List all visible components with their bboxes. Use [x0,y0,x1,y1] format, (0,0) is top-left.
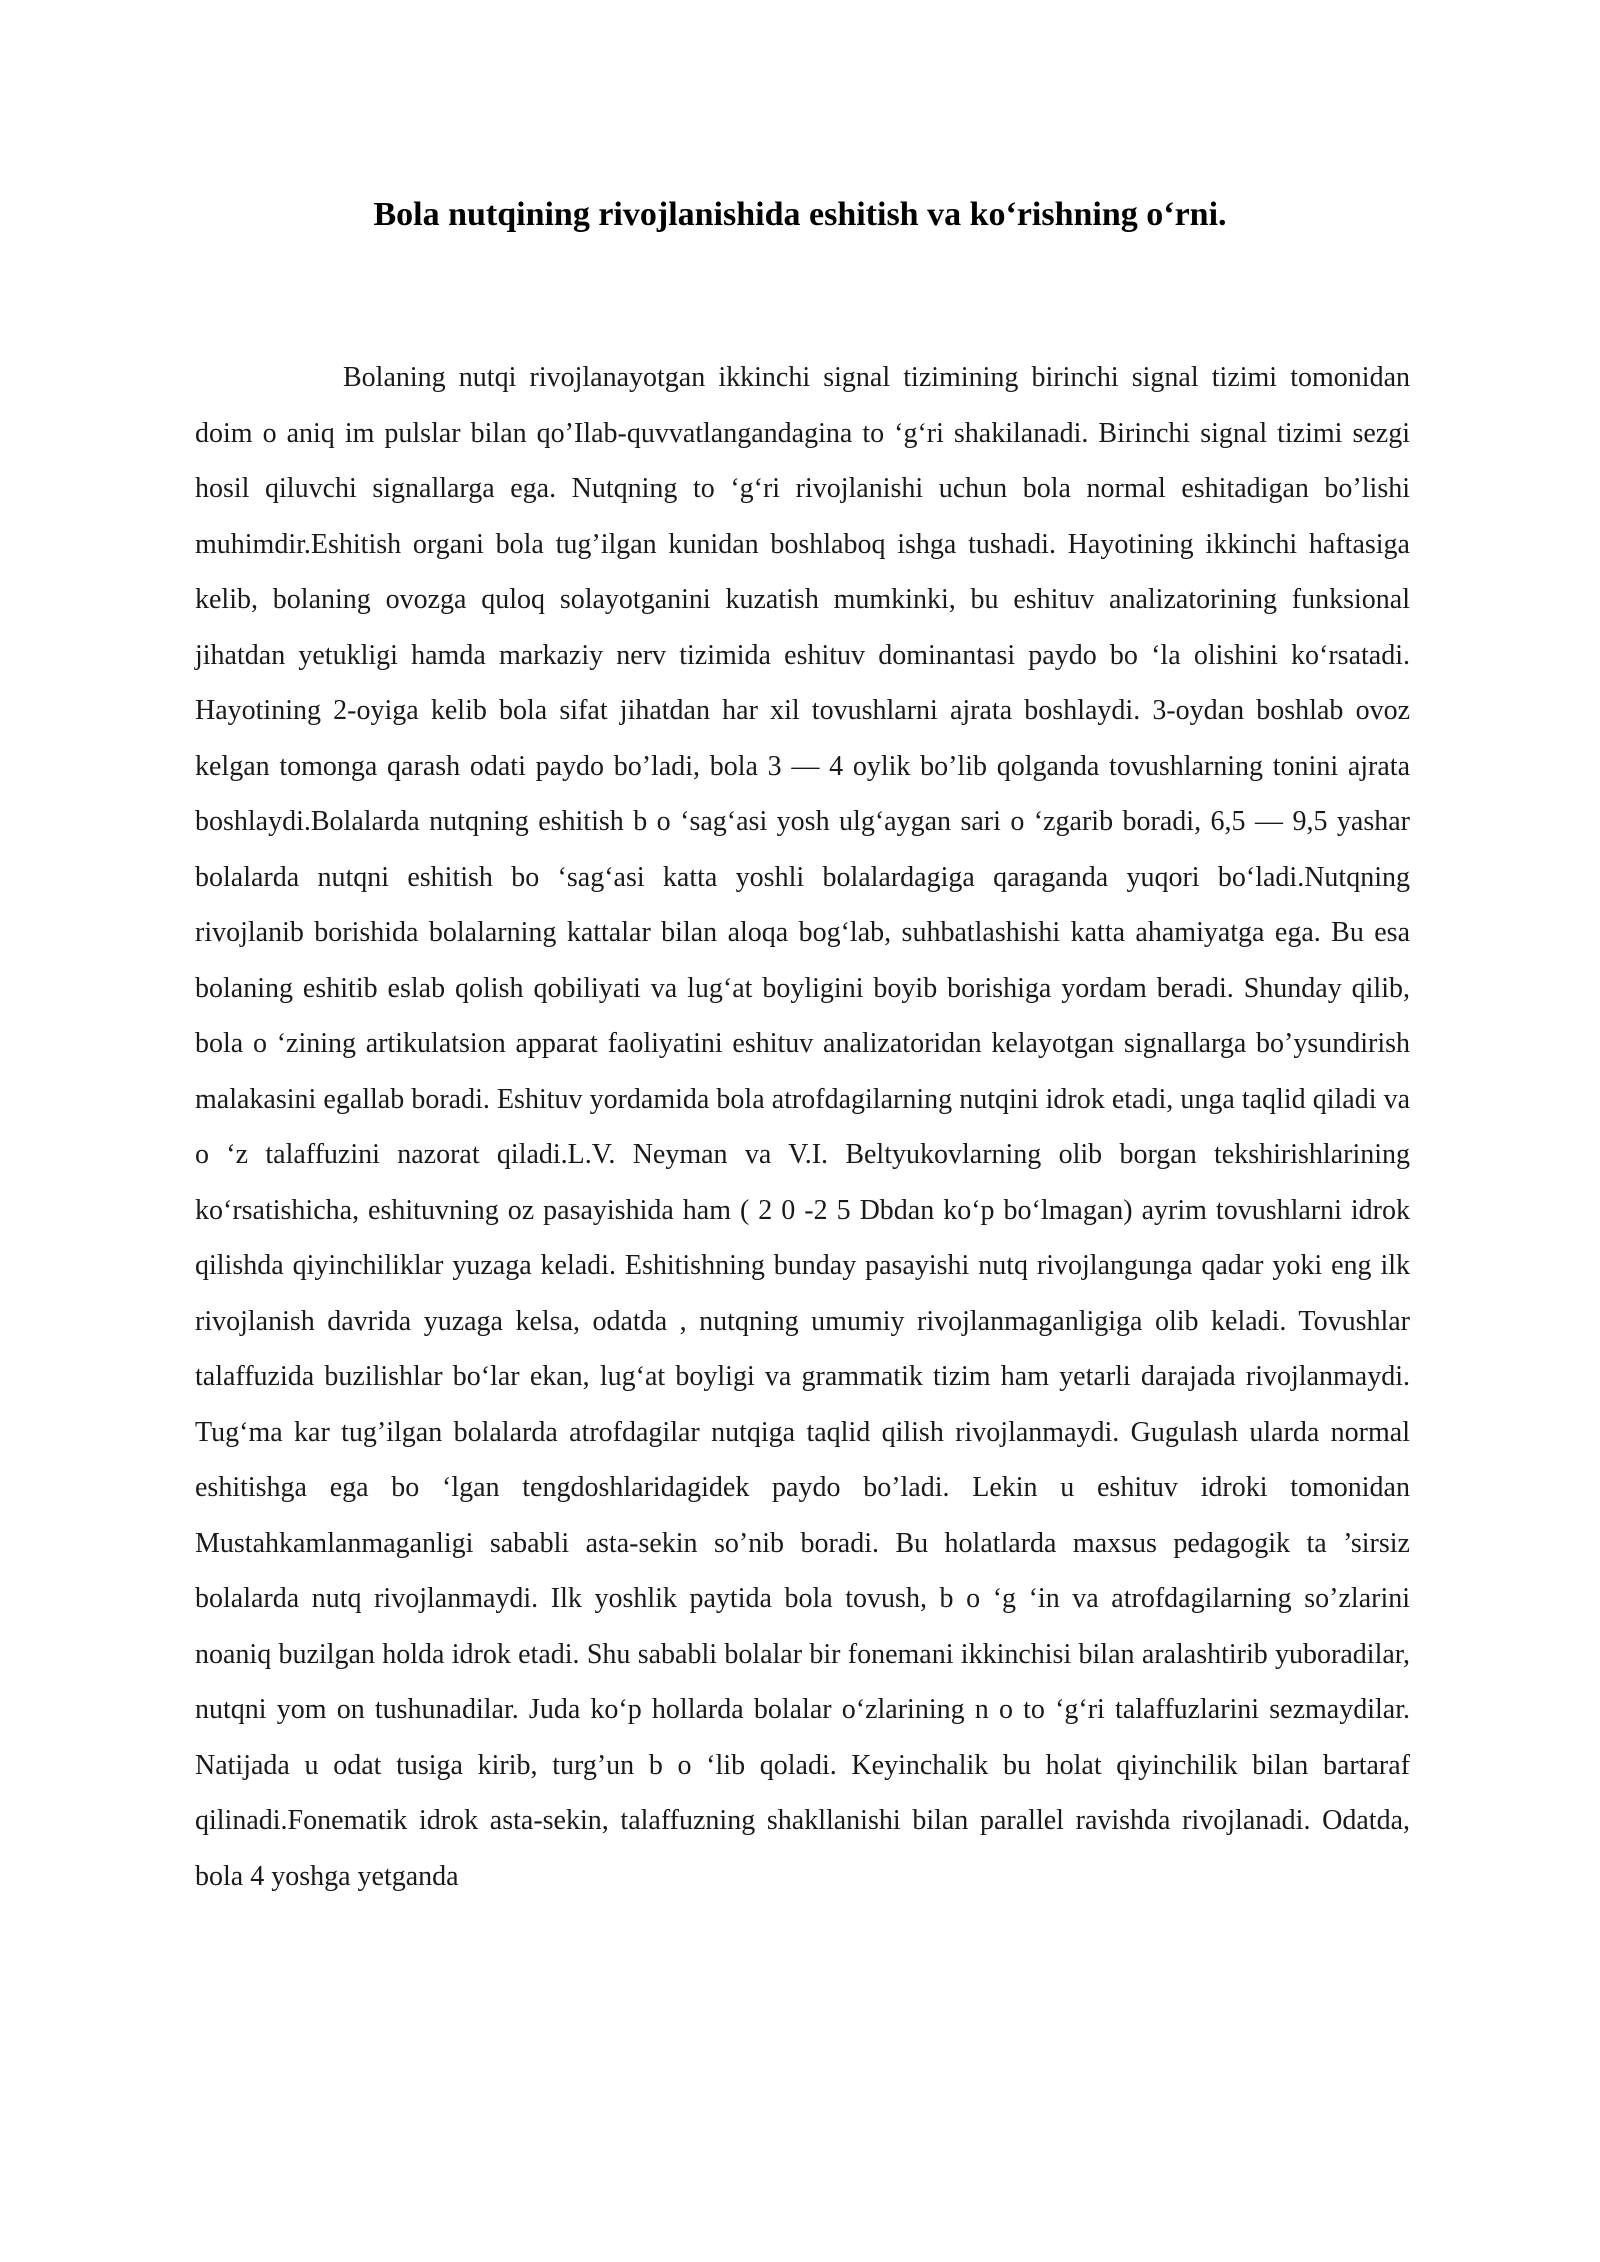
body-paragraph: Bolaning nutqi rivojlanayotgan ikkinchi signal tizimining birinchi signal tizimi tomonidan doim o aniq im pulslar bilan qo’Ilab-quvvatlangandagina to ‘g‘ri shakilanadi. Birinchi signal tizimi sezgi hosil qiluvchi signallarga ega. Nutqning to ‘g‘ri rivojlanishi uchun bola normal eshitadigan bo’lishi muhimdir.Eshitish organi bola tug’ilgan kunidan boshlaboq ishga tushadi. Hayotining ikkinchi haftasiga kelib, bolaning ovozga quloq solayotganini kuzatish mumkinki, bu eshituv analizatorining funksional jihatdan yetukligi hamda markaziy nerv tizimida eshituv dominantasi paydo bo ‘la olishini ko‘rsatadi. Hayotining 2-oyiga kelib bola sifat jihatdan har xil tovushlarni ajrata boshlaydi. 3-oydan boshlab ovoz kelgan tomonga qarash odati paydo bo’ladi, bola 3 — 4 oylik bo’lib qolganda tovushlarning tonini ajrata boshlaydi.Bolalarda nutqning eshitish b o ‘sag‘asi yosh ulg‘aygan sari o ‘zgarib boradi, 6,5 — 9,5 yashar bolalarda nutqni eshitish bo ‘sag‘asi katta yoshli bolalardagiga qaraganda yuqori bo‘ladi.Nutqning rivojlanib borishida bolalarning kattalar bilan aloqa bog‘lab, suhbatlashishi katta ahamiyatga ega. Bu esa bolaning eshitib eslab qolish qobiliyati va lug‘at boyligini boyib borishiga yordam beradi. Shunday qilib, bola o ‘zining artikulatsion apparat faoliyatini eshituv analizatoridan kelayotgan signallarga bo’ysundirish malakasini egallab boradi. Eshituv yordamida bola atrofdagilarning nutqini idrok etadi, unga taqlid qiladi va o ‘z talaffuzini nazorat qiladi.L.V. Neyman va V.I. Beltyukovlarning olib borgan tekshirishlarining ko‘rsatishicha, eshituvning oz pasayishida ham ( 2 0 -2 5 Dbdan ko‘p bo‘lmagan) ayrim tovushlarni idrok qilishda qiyinchiliklar yuzaga keladi. Eshitishning bunday pasayishi nutq rivojlangunga qadar yoki eng ilk rivojlanish davrida yuzaga kelsa, odatda , nutqning umumiy rivojlanmaganligiga olib keladi. Tovushlar talaffuzida buzilishlar bo‘lar ekan, lug‘at boyligi va grammatik tizim ham yetarli darajada rivojlanmaydi. Tug‘ma kar tug’ilgan bolalarda atrofdagilar nutqiga taqlid qilish rivojlanmaydi. Gugulash ularda normal eshitishga ega bo ‘lgan tengdoshlaridagidek paydo bo’ladi. Lekin u eshituv idroki tomonidan Mustahkamlanmaganligi sababli asta-sekin so’nib boradi. Bu holatlarda maxsus pedagogik ta ’sirsiz bolalarda nutq rivojlanmaydi. Ilk yoshlik paytida bola tovush, b o ‘g ‘in va atrofdagilarning so’zlarini noaniq buzilgan holda idrok etadi. Shu sababli bolalar bir fonemani ikkinchisi bilan aralashtirib yuboradilar, nutqni yom on tushunadilar. Juda ko‘p hollarda bolalar o‘zlarining n o to ‘g‘ri talaffuzlarini sezmaydilar. Natijada u odat tusiga kirib, turg’un b o ‘lib qoladi. Keyinchalik bu holat qiyinchilik bilan bartaraf qilinadi.Fonematik idrok asta-sekin, talaffuzning shakllanishi bilan parallel ravishda rivojlanadi. Odatda, bola 4 yoshga yetganda [195,362,1410,1892]
document-title: Bola nutqining rivojlanishida eshitish va ko‘rishning o‘rni. [373,196,1227,233]
